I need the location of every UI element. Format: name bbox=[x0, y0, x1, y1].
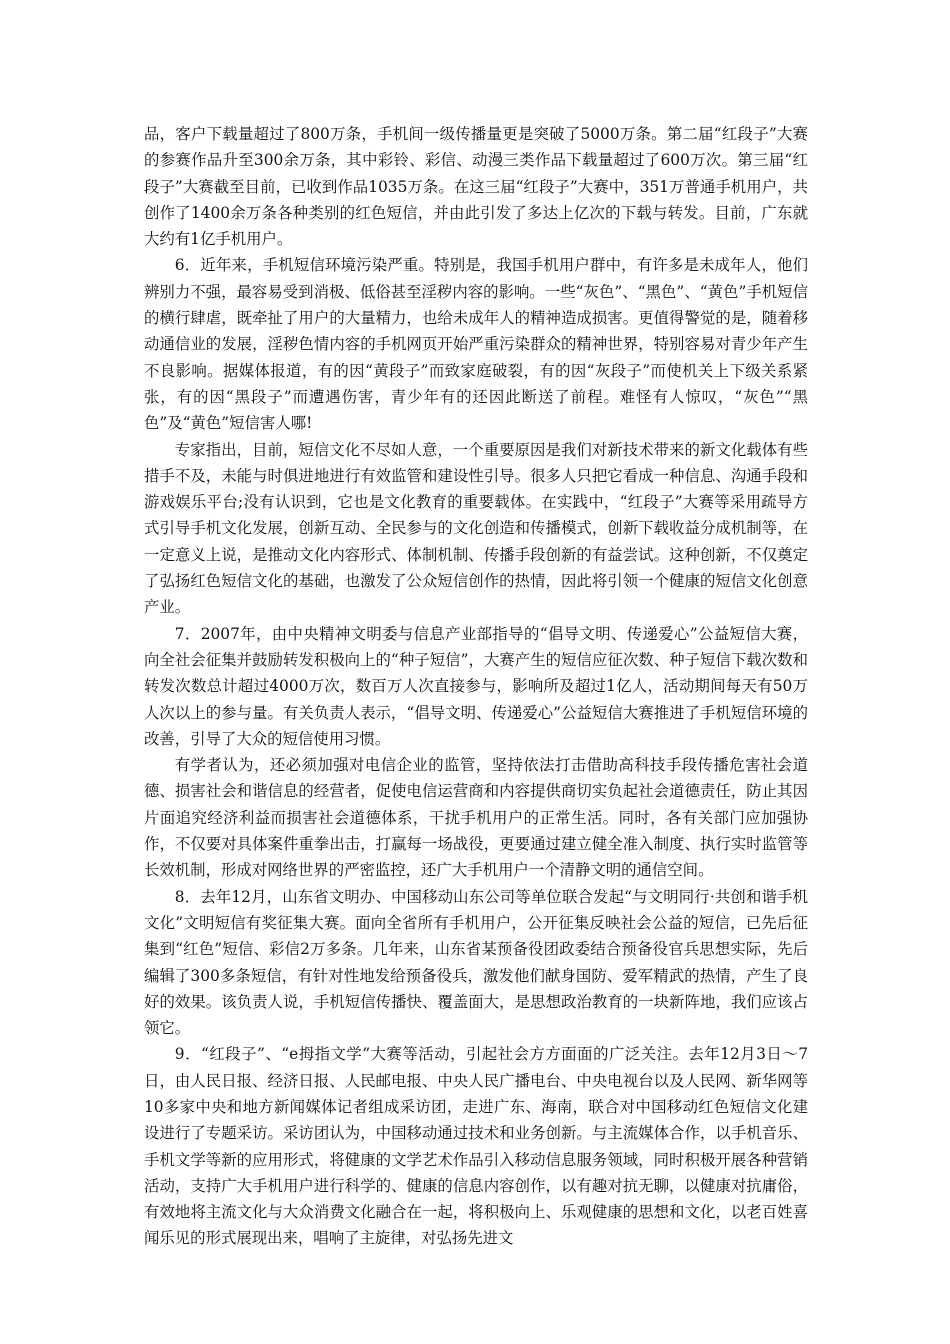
paragraph-continued: 品，客户下载量超过了800万条，手机间一级传播量更是突破了5000万条。第二届“红段子”大赛的参赛作品升至300余万条，其中彩铃、彩信、动漫三类作品下载量超过了600万次。第三届“红段子”大赛截至目前，已收到作品1035万条。在这三届“红段子”大赛中，351万普通手机用户，共创作了1400余万条各种类别的红色短信，并由此引发了多达上亿次的下载与转发。目前，广东就大约有1亿手机用户。 bbox=[144, 125, 808, 249]
document-body bbox=[144, 121, 808, 1252]
paragraph-item-9: 9．“红段子”、“e拇指文学”大赛等活动，引起社会方方面面的广泛关注。去年12月3日～7日，由人民日报、经济日报、人民邮电报、中央人民广播电台、中央电视台以及人民网、新华网等10多家中央和地方新闻媒体记者组成采访团，走进广东、海南，联合对中国移动红色短信文化建设进行了专题采访。采访团认为，中国移动通过技术和业务创新。与主流媒体合作，以手机音乐、手机文学等新的应用形式，将健康的文学艺术作品引入移动信息服务领域，同时积极开展各种营销活动，支持广大手机用户进行科学的、健康的信息内容创作，以有趣对抗无聊，以健康对抗庸俗，有效地将主流文化与大众消费文化融合在一起，将积极向上、乐观健康的思想和文化，以老百姓喜闻乐见的形式展现出来，唱响了主旋律，对弘扬先进文 bbox=[144, 1045, 808, 1248]
paragraph-item-7: 7．2007年，由中央精神文明委与信息产业部指导的“倡导文明、传递爱心”公益短信大赛，向全社会征集并鼓励转发积极向上的“种子短信”，大赛产生的短信应征次数、种子短信下载次数和转发次数总计超过4000万次，数百万人次直接参与，影响所及超过1亿人，活动期间每天有50万人次以上的参与量。有关负责人表示，“倡导文明、传递爱心”公益短信大赛推进了手机短信环境的改善，引导了大众的短信使用习惯。 bbox=[144, 624, 808, 748]
paragraph-scholar-view: 有学者认为，还必须加强对电信企业的监管，坚持依法打击借助高科技手段传播危害社会道德、损害社会和谐信息的经营者，促使电信运营商和内容提供商切实负起社会道德责任，防止其因片面追究经济利益而损害社会道德体系，干扰手机用户的正常生活。同时，各有关部门应加强协作，不仅要对具体案件重拳出击，打赢每一场战役，更要通过建立健全准入制度、执行实时监管等长效机制，形成对网络世界的严密监控，还广大手机用户一个清静文明的通信空间。 bbox=[144, 756, 808, 880]
paragraph-item-8: 8．去年12月，山东省文明办、中国移动山东公司等单位联合发起“与文明同行·共创和谐手机文化”文明短信有奖征集大赛。面向全省所有手机用户，公开征集反映社会公益的短信，已先后征集到“红色”短信、彩信2万多条。几年来，山东省某预备役团政委结合预备役官兵思想实际，先后编辑了300多条短信，有针对性地发给预备役兵，激发他们献身国防、爱军精武的热情，产生了良好的效果。该负责人说，手机短信传播快、覆盖面大，是思想政治教育的一块新阵地，我们应该占领它。 bbox=[144, 887, 808, 1038]
paragraph-item-6: 6．近年来，手机短信环境污染严重。特别是，我国手机用户群中，有许多是未成年人，他们辨别力不强，最容易受到消极、低俗甚至淫秽内容的影响。一些“灰色”、“黑色”、“黄色”手机短信的横行肆虐，既牵扯了用户的大量精力，也给未成年人的精神造成损害。更值得警觉的是，随着移动通信业的发展，淫秽色情内容的手机网页开始严重污染群众的精神世界，特别容易对青少年产生不良影响。据媒体报道，有的因“黄段子”而致家庭破裂，有的因“灰段子”而使机关上下级关系紧张，有的因“黑段子”而遭遇伤害，青少年有的还因此断送了前程。难怪有人惊叹，“灰色”“黑色”及“黄色”短信害人哪! bbox=[144, 256, 808, 433]
paragraph-expert-view: 专家指出，目前，短信文化不尽如人意，一个重要原因是我们对新技术带来的新文化载体有些措手不及，未能与时俱进地进行有效监管和建设性引导。很多人只把它看成一种信息、沟通手段和游戏娱乐平台;没有认识到，它也是文化教育的重要载体。在实践中，“红段子”大赛等采用疏导方式引导手机文化发展，创新互动、全民参与的文化创造和传播模式，创新下载收益分成机制等，在一定意义上说，是推动文化内容形式、体制机制、传播手段创新的有益尝试。这种创新，不仅奠定了弘扬红色短信文化的基础，也激发了公众短信创作的热情，因此将引领一个健康的短信文化创意产业。 bbox=[144, 440, 808, 617]
